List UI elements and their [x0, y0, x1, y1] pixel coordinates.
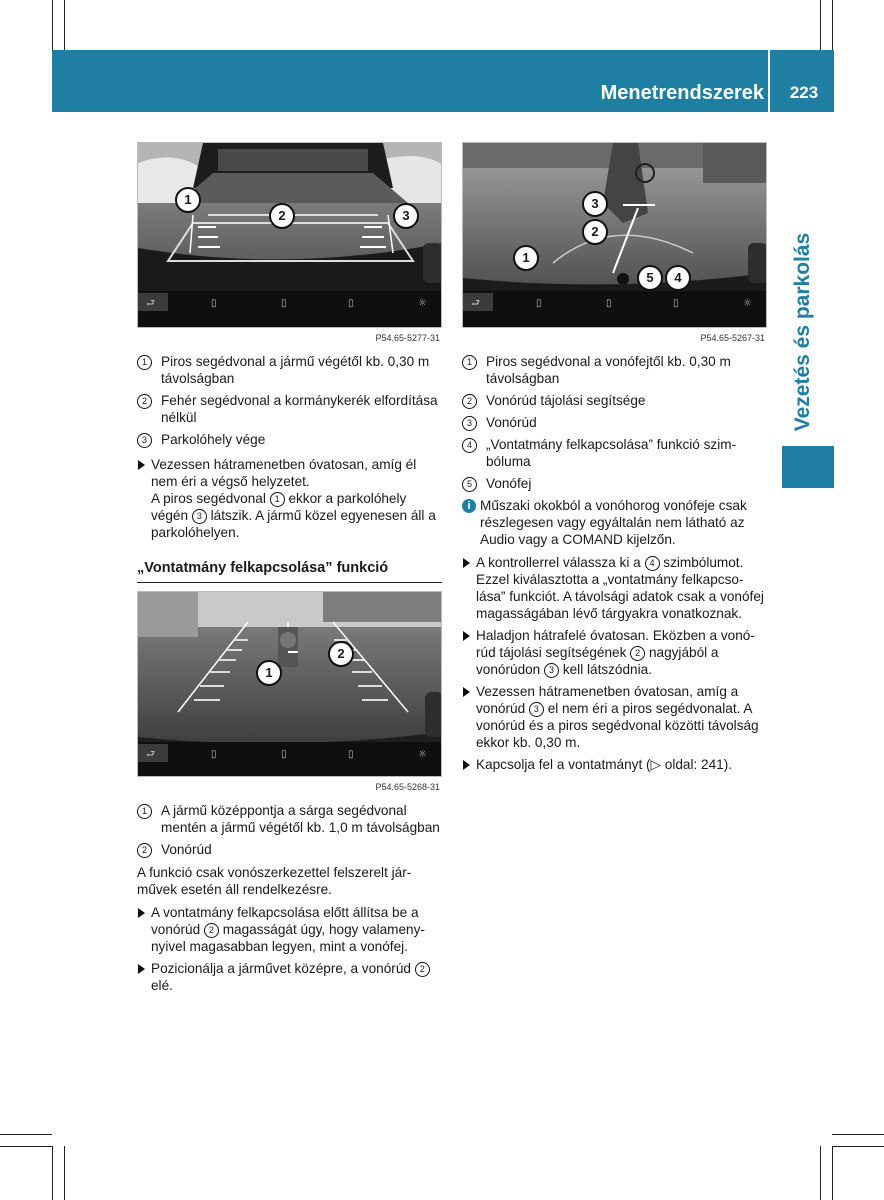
legend-item: 3 Vonórúd [462, 414, 767, 431]
svg-text:▯: ▯ [281, 749, 287, 760]
svg-text:▯: ▯ [348, 298, 354, 309]
step-arrow-icon [463, 760, 470, 770]
crop-mark [52, 1146, 53, 1200]
info-note: i Műszaki okokból a vonóhorog vonófeje csak részlegesen vagy egyáltalán nem látható az Audio vagy a COMAND kijelzőn. [462, 497, 767, 548]
hitch-camera-view [463, 143, 767, 327]
crop-mark [64, 1146, 65, 1200]
svg-text:▯: ▯ [673, 298, 679, 309]
crop-mark [820, 1146, 821, 1200]
callout-4: 4 [665, 265, 691, 291]
legend-item: 2 Vonórúd tájolási segítsége [462, 392, 767, 409]
figure-trailer-camera [137, 591, 442, 795]
legend-item: 2 Fehér segédvonal a kormánykerék elfordítása nélkül [137, 392, 442, 426]
legend-item: 2 Vonórúd [137, 841, 442, 858]
parking-camera-view [138, 143, 442, 327]
camera-image [137, 591, 442, 777]
instruction-step: Kapcsolja fel a vontatmányt (▷ oldal: 241). [462, 756, 767, 773]
instruction-step: A kontrollerrel válassza ki a 4 szimbólumot. Ezzel kiválasztotta a „vontatmány felkapcsolása” funkciót. A távolsági adatok csak a vonófej magasságában lévő tárgyakra vonatkoznak. [462, 554, 767, 622]
legend-item: 3 Parkolóhely vége [137, 431, 442, 448]
figure-parking-camera [137, 142, 442, 346]
instruction-step: Vezessen hátramenetben óvatosan, amíg él nem éri a végső helyzetet. A piros segédvonal 1 ekkor a parkolóhely végén 3 látszik. A jármű közel egyenesen áll a parkolóhelyen. [137, 456, 442, 541]
crop-mark [52, 0, 53, 50]
step-arrow-icon [463, 631, 470, 641]
body-paragraph: A funkció csak vonószerkezettel felszerelt járművek esetén áll rendelkezésre. [137, 865, 412, 897]
svg-text:▯: ▯ [348, 749, 354, 760]
svg-text:☼: ☼ [743, 298, 752, 309]
callout-2: 2 [328, 641, 354, 667]
crop-mark [0, 1134, 52, 1135]
figure-caption: P54.65-5277-31 [375, 333, 440, 343]
figure-hitch-camera [462, 142, 767, 346]
step-arrow-icon [138, 908, 145, 918]
callout-2: 2 [269, 203, 295, 229]
side-tab [770, 230, 832, 440]
step-arrow-icon [138, 964, 145, 974]
figure-caption: P54.65-5267-31 [700, 333, 765, 343]
callout-5: 5 [637, 265, 663, 291]
legend-item: 4 „Vontatmány felkapcsolása” funkció szimbóluma [462, 436, 767, 470]
legend-item: 1 Piros segédvonal a vonófejtől kb. 0,30 m távolságban [462, 353, 767, 387]
svg-text:⮐: ⮐ [471, 298, 480, 309]
callout-3: 3 [393, 203, 419, 229]
svg-text:▯: ▯ [281, 298, 287, 309]
legend-fig2 [137, 802, 442, 999]
svg-text:⮐: ⮐ [146, 749, 155, 760]
svg-text:▯: ▯ [536, 298, 542, 309]
legend-item: 5 Vonófej [462, 475, 767, 492]
camera-image [137, 142, 442, 328]
figure-caption: P54.65-5268-31 [375, 782, 440, 792]
callout-1: 1 [513, 245, 539, 271]
callout-1: 1 [175, 187, 201, 213]
camera-image [462, 142, 767, 328]
page-number: 223 [789, 83, 819, 102]
side-tab-label: Vezetés és parkolás [791, 232, 814, 432]
header-divider [768, 50, 770, 112]
svg-text:▯: ▯ [606, 298, 612, 309]
svg-text:☼: ☼ [418, 298, 427, 309]
crop-mark [820, 0, 821, 50]
callout-1: 1 [256, 660, 282, 686]
crop-mark [832, 1146, 833, 1200]
instruction-step: Haladjon hátrafelé óvatosan. Eközben a vonórúd tájolási segítségének 2 nagyjából a vonórúdon 3 kell látszódnia. [462, 627, 767, 678]
side-tab-marker [782, 446, 834, 488]
svg-text:▯: ▯ [211, 298, 217, 309]
page-header [52, 50, 834, 112]
crop-mark [832, 1146, 884, 1147]
step-arrow-icon [463, 558, 470, 568]
legend-fig3 [462, 353, 767, 778]
crop-mark [0, 1146, 52, 1147]
section-title: Menetrendszerek [600, 82, 764, 104]
crop-mark [64, 0, 65, 50]
legend-fig1 [137, 353, 442, 546]
step-arrow-icon [138, 460, 145, 470]
trailer-camera-view [138, 592, 442, 776]
section-heading-wrap [137, 560, 442, 583]
section-heading: „Vontatmány felkapcsolása” funkció [137, 560, 442, 583]
crop-mark [832, 0, 833, 50]
svg-text:▯: ▯ [211, 749, 217, 760]
instruction-step: Vezessen hátramenetben óvatosan, amíg a vonórúd 3 el nem éri a piros segédvonalat. A vonórúd és a piros segédvonal közötti távolság ekkor kb. 0,30 m. [462, 683, 767, 751]
callout-2: 2 [582, 219, 608, 245]
crop-mark [832, 1134, 884, 1135]
callout-3: 3 [582, 191, 608, 217]
svg-text:☼: ☼ [418, 749, 427, 760]
legend-item: 1 Piros segédvonal a jármű végétől kb. 0,30 m távolságban [137, 353, 442, 387]
instruction-step: Pozicionálja a járművet középre, a vonórúd 2 elé. [137, 960, 442, 994]
svg-text:⮐: ⮐ [146, 298, 155, 309]
instruction-step: A vontatmány felkapcsolása előtt állítsa be a vonórúd 2 magasságát úgy, hogy valamenynyivel magasabban legyen, mint a vonófej. [137, 904, 442, 955]
legend-item: 1 A jármű középpontja a sárga segédvonal mentén a jármű végétől kb. 1,0 m távolságban [137, 802, 442, 836]
step-arrow-icon [463, 687, 470, 697]
info-icon: i [462, 499, 476, 513]
